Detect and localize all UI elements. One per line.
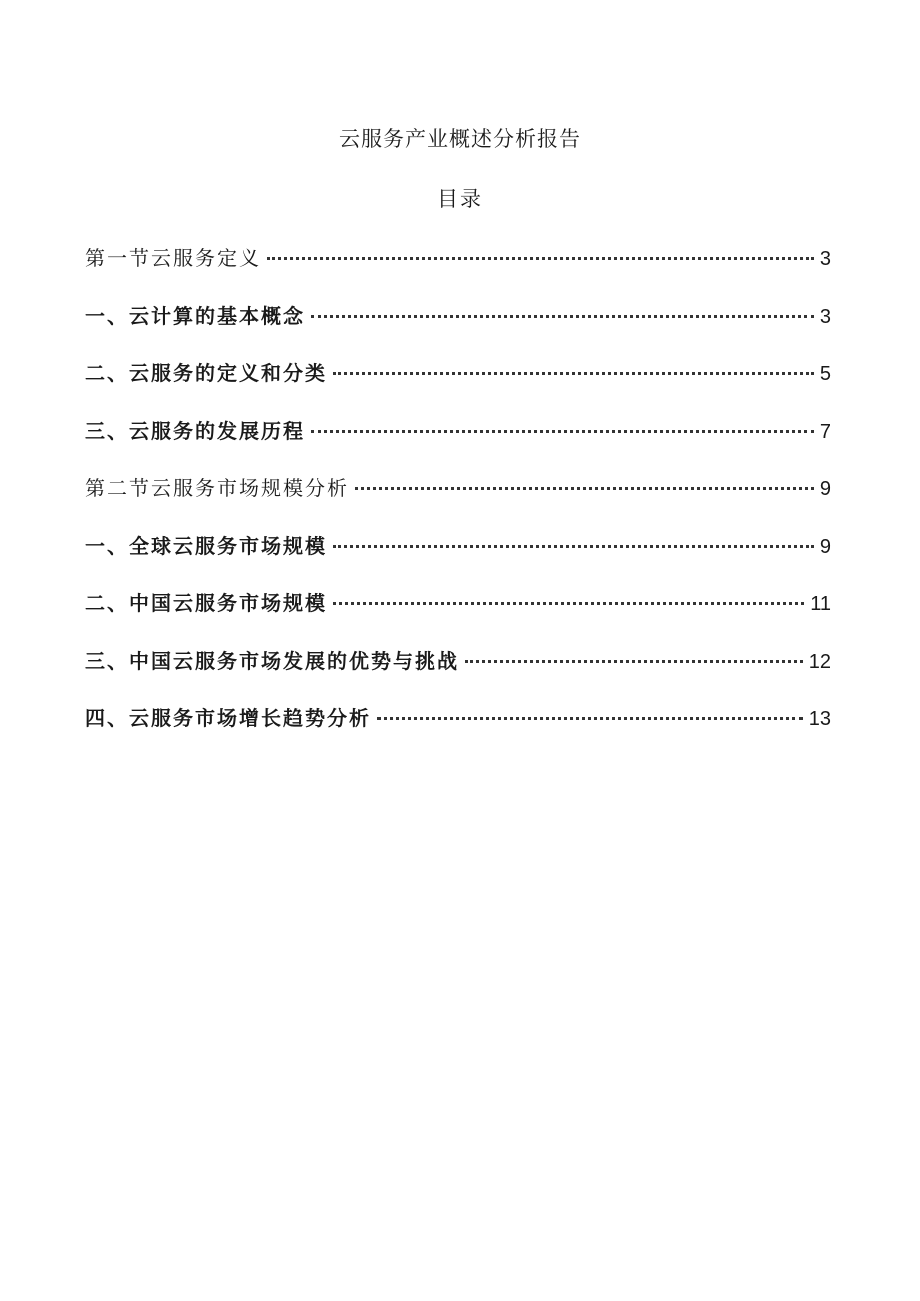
toc-entry-page: 3 [819,248,831,270]
toc-dot-leader [377,716,803,720]
toc-entry-2-4[interactable] [85,703,831,761]
toc-dot-leader [311,314,814,318]
toc-entry-label: 三、云服务的发展历程 [85,418,305,443]
toc-entry-page: 9 [819,535,831,558]
toc-entry-label: 四、云服务市场增长趋势分析 [85,706,371,730]
toc-entry-section-2[interactable] [85,473,831,531]
toc-dot-leader [267,256,814,260]
toc-entry-label: 二、云服务的定义和分类 [85,361,327,385]
toc-heading: 目录 [437,187,483,211]
table-of-contents [85,243,831,761]
toc-entry-label: 第一节云服务定义 [85,246,261,270]
toc-entry-section-1[interactable] [85,243,831,301]
toc-entry-label: 三、中国云服务市场发展的优势与挑战 [85,648,459,673]
toc-entry-page: 11 [810,593,831,615]
toc-entry-label: 第二节云服务市场规模分析 [85,476,349,500]
toc-dot-leader [333,601,804,605]
toc-dot-leader [333,544,814,548]
toc-entry-1-2[interactable] [85,358,831,416]
toc-dot-leader [311,429,814,433]
document-title: 云服务产业概述分析报告 [339,127,581,151]
toc-dot-leader [355,486,814,490]
toc-entry-page: 13 [808,708,831,730]
toc-entry-page: 3 [819,305,831,328]
toc-entry-page: 9 [819,478,831,500]
toc-entry-page: 12 [808,650,831,673]
toc-entry-page: 5 [819,363,831,385]
toc-entry-2-2[interactable] [85,588,831,646]
toc-entry-label: 二、中国云服务市场规模 [85,591,327,615]
toc-entry-1-3[interactable] [85,416,831,474]
toc-entry-label: 一、云计算的基本概念 [85,303,305,328]
toc-entry-2-1[interactable] [85,531,831,589]
toc-entry-label: 一、全球云服务市场规模 [85,533,327,558]
toc-dot-leader [333,371,814,375]
toc-entry-2-3[interactable] [85,646,831,704]
toc-entry-1-1[interactable] [85,301,831,359]
toc-dot-leader [465,659,803,663]
toc-entry-page: 7 [819,420,831,443]
